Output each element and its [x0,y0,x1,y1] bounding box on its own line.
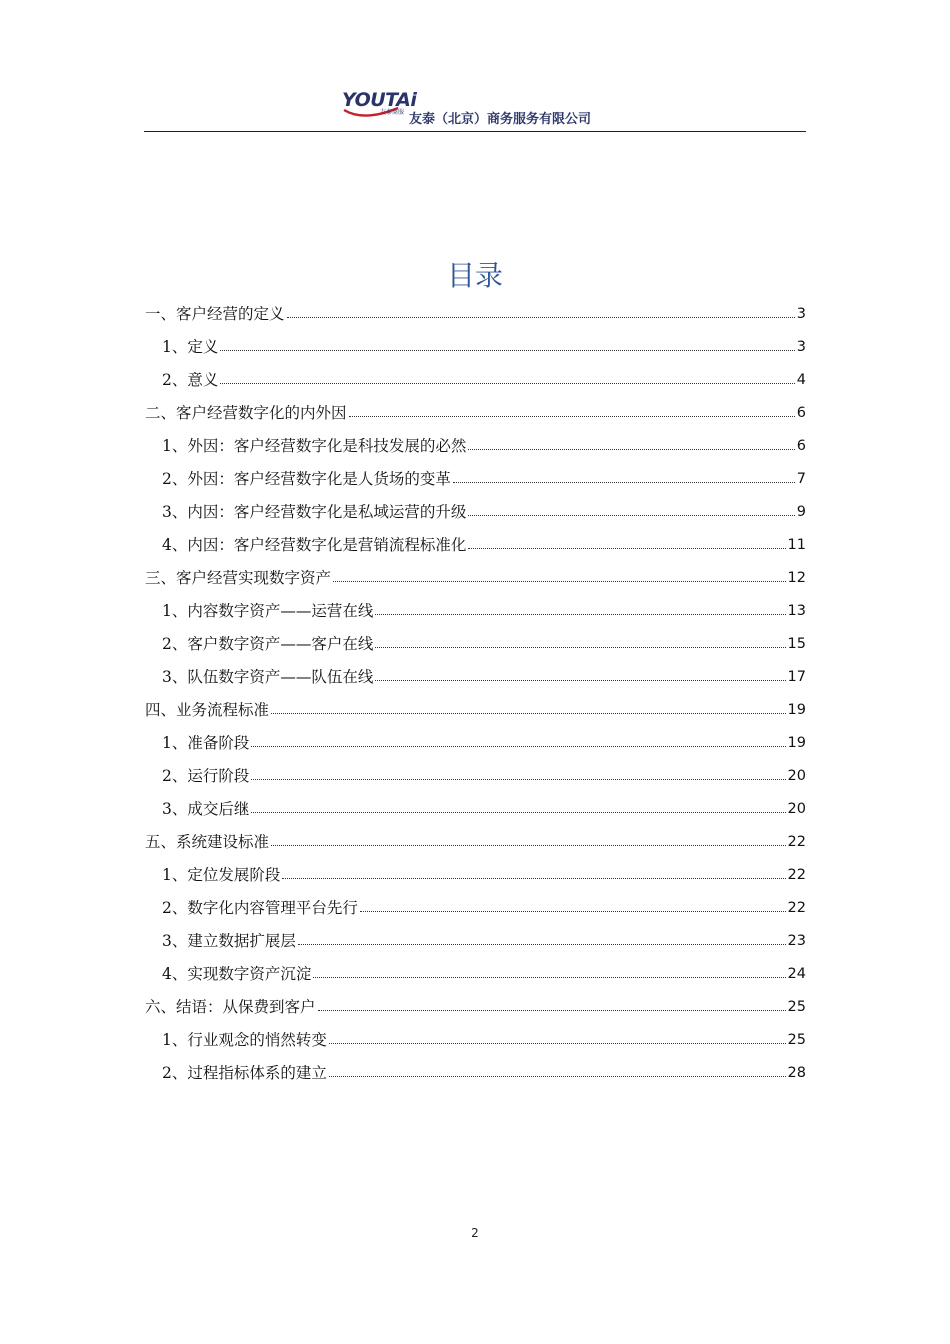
page-header [144,88,806,134]
toc-entry[interactable] [145,892,806,925]
toc-dot-leader [271,713,786,714]
toc-entry-page: 22 [787,867,806,883]
toc-dot-leader [468,449,794,450]
toc-entry-page: 25 [787,1032,806,1048]
toc-dot-leader [251,746,785,747]
toc-dot-leader [220,383,794,384]
toc-entry-page: 7 [796,471,806,487]
toc-entry-label: 三、客户经营实现数字资产 [145,569,332,587]
toc-dot-leader [329,1076,786,1077]
toc-entry[interactable] [145,562,806,595]
toc-entry[interactable] [145,1024,806,1057]
toc-dot-leader [271,845,786,846]
toc-dot-leader [282,878,785,879]
toc-entry[interactable] [145,430,806,463]
toc-entry-page: 9 [796,504,806,520]
toc-dot-leader [453,482,795,483]
page-number: 2 [471,1226,479,1240]
toc-entry[interactable] [145,859,806,892]
toc-entry-page: 4 [796,372,806,388]
toc-entry-page: 19 [787,702,806,718]
toc-entry-label: 1、外因：客户经营数字化是科技发展的必然 [162,437,467,455]
toc-dot-leader [375,614,785,615]
toc-entry-label: 3、成交后继 [162,800,250,818]
toc-entry[interactable] [145,694,806,727]
toc-entry-page: 11 [787,537,806,553]
toc-entry-label: 六、结语：从保费到客户 [145,998,316,1016]
toc-entry-page: 13 [787,603,806,619]
toc-entry-page: 12 [787,570,806,586]
toc-entry-label: 四、业务流程标准 [145,701,270,719]
toc-entry-label: 2、运行阶段 [162,767,250,785]
toc-entry-page: 22 [787,834,806,850]
logo-text: YOUTAi [342,89,417,111]
toc-entry[interactable] [145,529,806,562]
toc-entry[interactable] [145,595,806,628]
toc-entry[interactable] [145,1057,806,1090]
toc-entry-label: 4、内因：客户经营数字化是营销流程标准化 [162,536,467,554]
company-name: 友泰（北京）商务服务有限公司 [409,112,592,127]
toc-dot-leader [298,944,786,945]
toc-entry-page: 23 [787,933,806,949]
toc-entry-label: 一、客户经营的定义 [145,305,285,323]
toc-entry[interactable] [145,496,806,529]
toc-entry-label: 2、过程指标体系的建立 [162,1064,327,1082]
toc-entry[interactable] [145,331,806,364]
logo-subtext: 友泰商服 [380,109,405,116]
toc-dot-leader [468,515,794,516]
toc-entry[interactable] [145,727,806,760]
toc-title: 目录 [446,259,503,292]
toc-entry-page: 6 [796,405,806,421]
toc-entry-page: 17 [787,669,806,685]
toc-entry-label: 1、定位发展阶段 [162,866,281,884]
toc-entry[interactable] [145,661,806,694]
toc-entry[interactable] [145,397,806,430]
toc-dot-leader [287,317,795,318]
toc-entry-label: 2、意义 [162,371,219,389]
toc-dot-leader [349,416,795,417]
toc-entry-label: 1、行业观念的悄然转变 [162,1031,327,1049]
toc-entry-page: 20 [787,801,806,817]
toc-entry-label: 3、建立数据扩展层 [162,932,296,950]
toc-entry-label: 3、队伍数字资产——队伍在线 [162,668,374,686]
toc-entry-page: 28 [787,1065,806,1081]
toc-entry-page: 15 [787,636,806,652]
toc-entry-label: 4、实现数字资产沉淀 [162,965,312,983]
toc-entry[interactable] [145,925,806,958]
toc-dot-leader [329,1043,786,1044]
toc-entry[interactable] [145,298,806,331]
company-logo [342,89,417,120]
toc-entry-label: 二、客户经营数字化的内外因 [145,404,347,422]
toc-entry-label: 2、数字化内容管理平台先行 [162,899,358,917]
toc-entry[interactable] [145,826,806,859]
toc-dot-leader [251,812,785,813]
toc-dot-leader [333,581,786,582]
toc-dot-leader [313,977,785,978]
table-of-contents [145,298,806,1090]
toc-entry[interactable] [145,463,806,496]
toc-entry-label: 3、内因：客户经营数字化是私域运营的升级 [162,503,467,521]
toc-dot-leader [375,647,785,648]
toc-dot-leader [375,680,785,681]
toc-entry-page: 20 [787,768,806,784]
toc-entry[interactable] [145,628,806,661]
toc-entry-page: 6 [796,438,806,454]
toc-dot-leader [468,548,785,549]
toc-entry[interactable] [145,793,806,826]
toc-entry[interactable] [145,760,806,793]
toc-entry-page: 24 [787,966,806,982]
toc-dot-leader [318,1010,786,1011]
toc-entry-label: 1、准备阶段 [162,734,250,752]
header-divider [144,131,806,132]
toc-entry[interactable] [145,991,806,1024]
toc-entry-label: 1、定义 [162,338,219,356]
toc-entry-page: 25 [787,999,806,1015]
toc-entry-label: 2、外因：客户经营数字化是人货场的变革 [162,470,451,488]
toc-entry-label: 2、客户数字资产——客户在线 [162,635,374,653]
toc-entry[interactable] [145,958,806,991]
toc-entry[interactable] [145,364,806,397]
toc-entry-page: 3 [796,306,806,322]
toc-entry-label: 1、内容数字资产——运营在线 [162,602,374,620]
toc-entry-page: 22 [787,900,806,916]
toc-dot-leader [360,911,786,912]
toc-entry-page: 19 [787,735,806,751]
toc-dot-leader [220,350,794,351]
toc-entry-page: 3 [796,339,806,355]
toc-entry-label: 五、系统建设标准 [145,833,270,851]
toc-dot-leader [251,779,785,780]
